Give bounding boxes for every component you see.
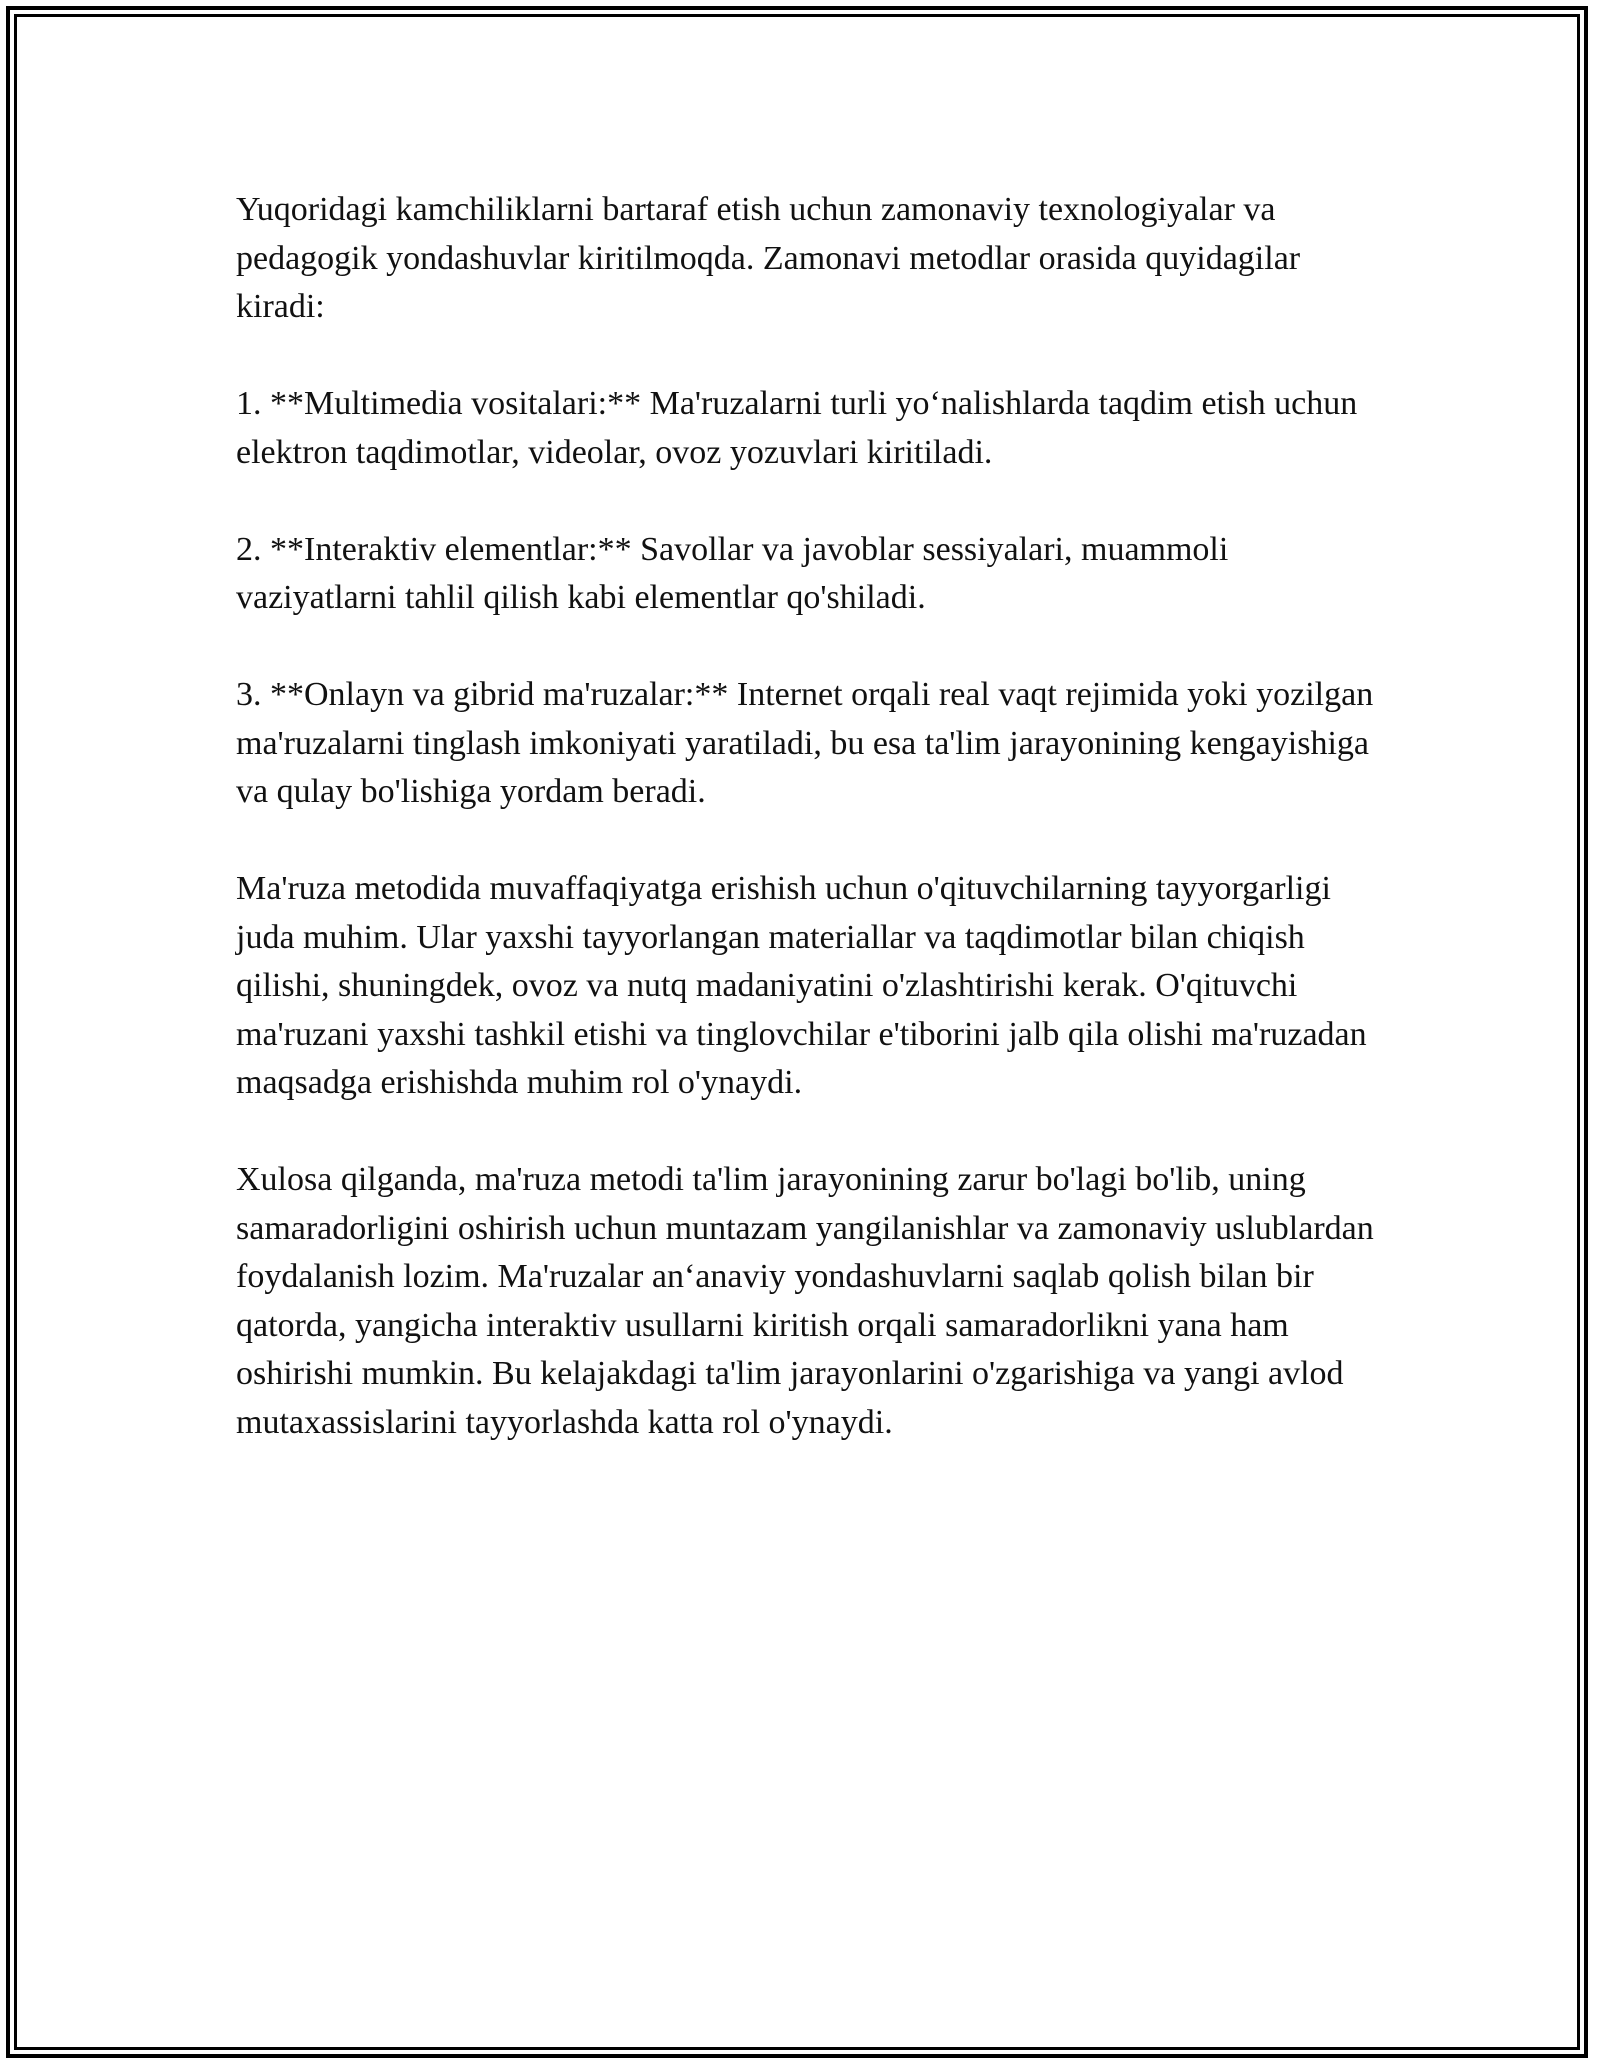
paragraph-item-multimedia: 1. **Multimedia vositalari:** Ma'ruzalarni turli yo‘nalishlarda taqdim etish uchun elektron taqdimotlar, videolar, ovoz yozuvlari kiritiladi.: [236, 385, 1358, 471]
paragraph-teacher-preparation: Ma'ruza metodida muvaffaqiyatga erishish uchun o'qituvchilarning tayyorgarligi juda muhim. Ular yaxshi tayyorlangan materiallar va taqdimotlar bilan chiqish qilishi, shuningdek, ovoz va nutq madaniyatini o'zlashtirishi kerak. O'qituvchi ma'ruzani yaxshi tashkil etishi va tinglovchilar e'tiborini jalb qila olishi ma'ruzadan maqsadga erishishda muhim rol o'ynaydi.: [236, 870, 1367, 1101]
paragraph-intro: Yuqoridagi kamchiliklarni bartaraf etish uchun zamonaviy texnologiyalar va pedagogik yondashuvlar kiritilmoqda. Zamonavi metodlar orasida quyidagilar kiradi:: [236, 191, 1301, 325]
paragraph-item-interactive: 2. **Interaktiv elementlar:** Savollar va javoblar sessiyalari, muammoli vaziyatlarni tahlil qilish kabi elementlar qo'shiladi.: [236, 530, 1229, 616]
paragraph-item-online: 3. **Onlayn va gibrid ma'ruzalar:** Internet orqali real vaqt rejimida yoki yozilgan ma'ruzalarni tinglash imkoniyati yaratiladi, bu esa ta'lim jarayonining kengayishiga va qulay bo'lishiga yordam beradi.: [236, 676, 1374, 810]
paragraph-conclusion: Xulosa qilganda, ma'ruza metodi ta'lim jarayonining zarur bo'lagi bo'lib, uning samaradorligini oshirish uchun muntazam yangilanishlar va zamonaviy uslublardan foydalanish lozim. Ma'ruzalar an‘anaviy yondashuvlarni saqlab qolish bilan bir qatorda, yangicha interaktiv usullarni kiritish orqali samaradorlikni yana ham oshirishi mumkin. Bu kelajakdagi ta'lim jarayonlarini o'zgarishiga va yangi avlod mutaxassislarini tayyorlashda katta rol o'ynaydi.: [236, 1161, 1374, 1441]
document-body: [236, 186, 1386, 1496]
